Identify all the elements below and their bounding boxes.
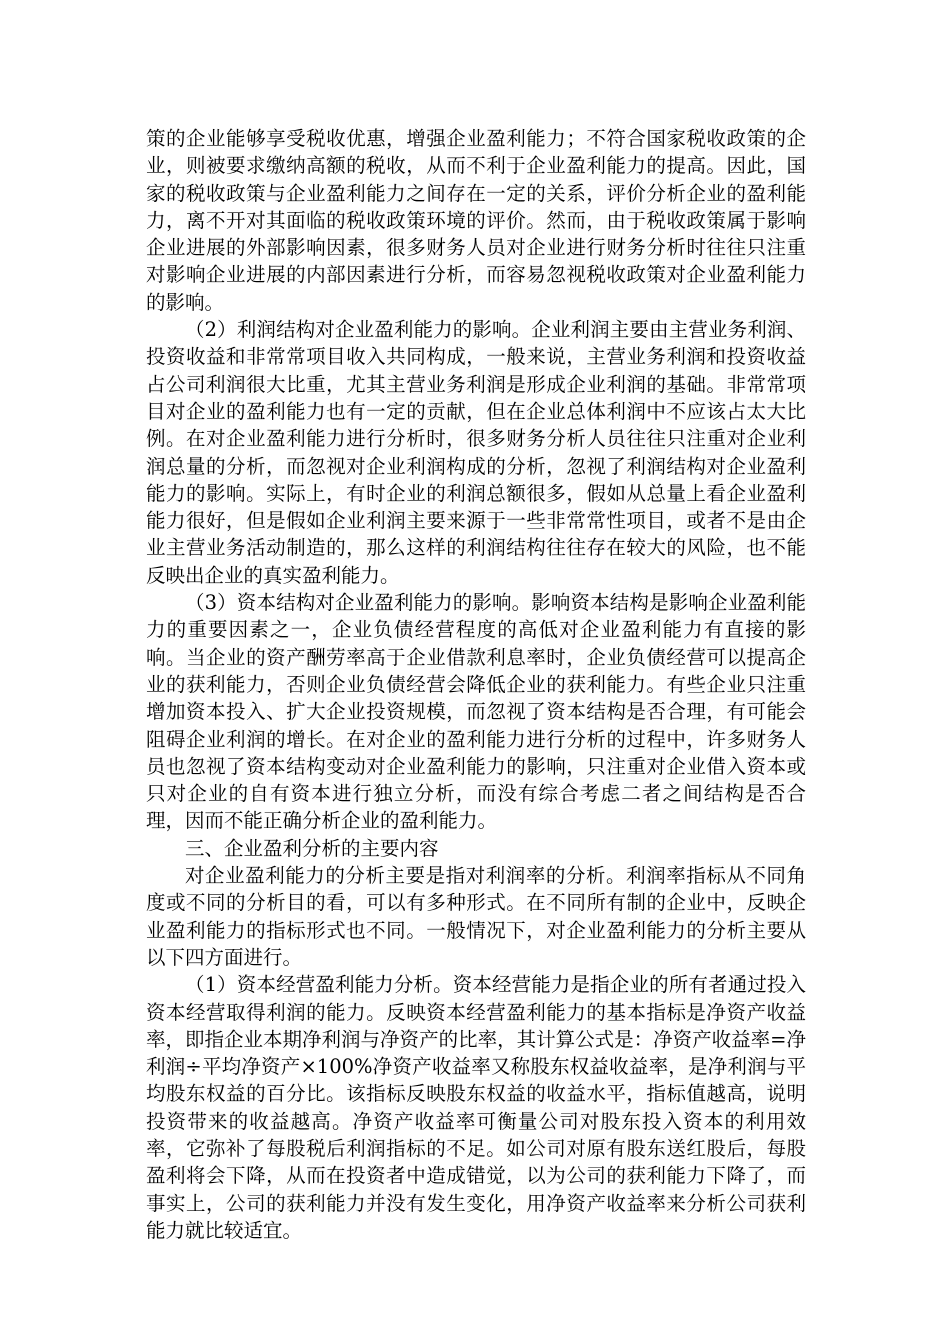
section-heading: 三、企业盈利分析的主要内容: [185, 836, 439, 860]
paragraph-capital-structure: （3）资本结构对企业盈利能力的影响。影响资本结构是影响企业盈利能力的重要因素之一，企业负债经营程度的高低对企业盈利能力有直接的影响。当企业的资产酬劳率高于企业借款利息率时，企业负债经营可以提高企业的获利能力，否则企业负债经营会降低企业的获利能力。有些企业只注重增加资本投入、扩大企业投资规模，而忽视了资本结构是否合理，有可能会阻碍企业利润的增长。在对企业的盈利能力进行分析的过程中，许多财务人员也忽视了资本结构变动对企业盈利能力的影响，只注重对企业借入资本或只对企业的自有资本进行独立分析，而没有综合考虑二者之间结构是否合理，因而不能正确分析企业的盈利能力。: [146, 591, 806, 833]
document-body: [146, 125, 806, 1244]
paragraph-profit-analysis-intro: 对企业盈利能力的分析主要是指对利润率的分析。利润率指标从不同角度或不同的分析目的看，可以有多种形式。在不同所有制的企业中，反映企业盈利能力的指标形式也不同。一般情况下，对企业盈利能力的分析主要从以下四方面进行。: [146, 864, 806, 969]
paragraph-profit-structure: （2）利润结构对企业盈利能力的影响。企业利润主要由主营业务利润、投资收益和非常常项目收入共同构成，一般来说，主营业务利润和投资收益占公司利润很大比重，尤其主营业务利润是形成企业利润的基础。非常常项目对企业的盈利能力也有一定的贡献，但在企业总体利润中不应该占太大比例。在对企业盈利能力进行分析时，很多财务分析人员往往只注重对企业利润总量的分析，而忽视对企业利润构成的分析，忽视了利润结构对企业盈利能力的影响。实际上，有时企业的利润总额很多，假如从总量上看企业盈利能力很好，但是假如企业利润主要来源于一些非常常性项目，或者不是由企业主营业务活动制造的，那么这样的利润结构往往存在较大的风险，也不能反映出企业的真实盈利能力。: [146, 318, 806, 587]
paragraph-capital-operation-profitability: （1）资本经营盈利能力分析。资本经营能力是指企业的所有者通过投入资本经营取得利润的能力。反映资本经营盈利能力的基本指标是净资产收益率，即指企业本期净利润与净资产的比率，其计算公式是：净资产收益率=净利润÷平均净资产×100%净资产收益率又称股东权益收益率，是净利润与平均股东权益的百分比。该指标反映股东权益的收益水平，指标值越高，说明投资带来的收益越高。净资产收益率可衡量公司对股东投入资本的利用效率，它弥补了每股税后利润指标的不足。如公司对原有股东送红股后，每股盈利将会下降，从而在投资者中造成错觉，以为公司的获利能力下降了，而事实上，公司的获利能力并没有发生变化，用净资产收益率来分析公司获利能力就比较适宜。: [146, 973, 806, 1242]
paragraph-tax-policy-continued: 策的企业能够享受税收优惠，增强企业盈利能力；不符合国家税收政策的企业，则被要求缴纳高额的税收，从而不利于企业盈利能力的提高。因此，国家的税收政策与企业盈利能力之间存在一定的关系，评价分析企业的盈利能力，离不开对其面临的税收政策环境的评价。然而，由于税收政策属于影响企业进展的外部影响因素，很多财务人员对企业进行财务分析时往往只注重对影响企业进展的内部因素进行分析，而容易忽视税收政策对企业盈利能力的影响。: [146, 127, 806, 314]
